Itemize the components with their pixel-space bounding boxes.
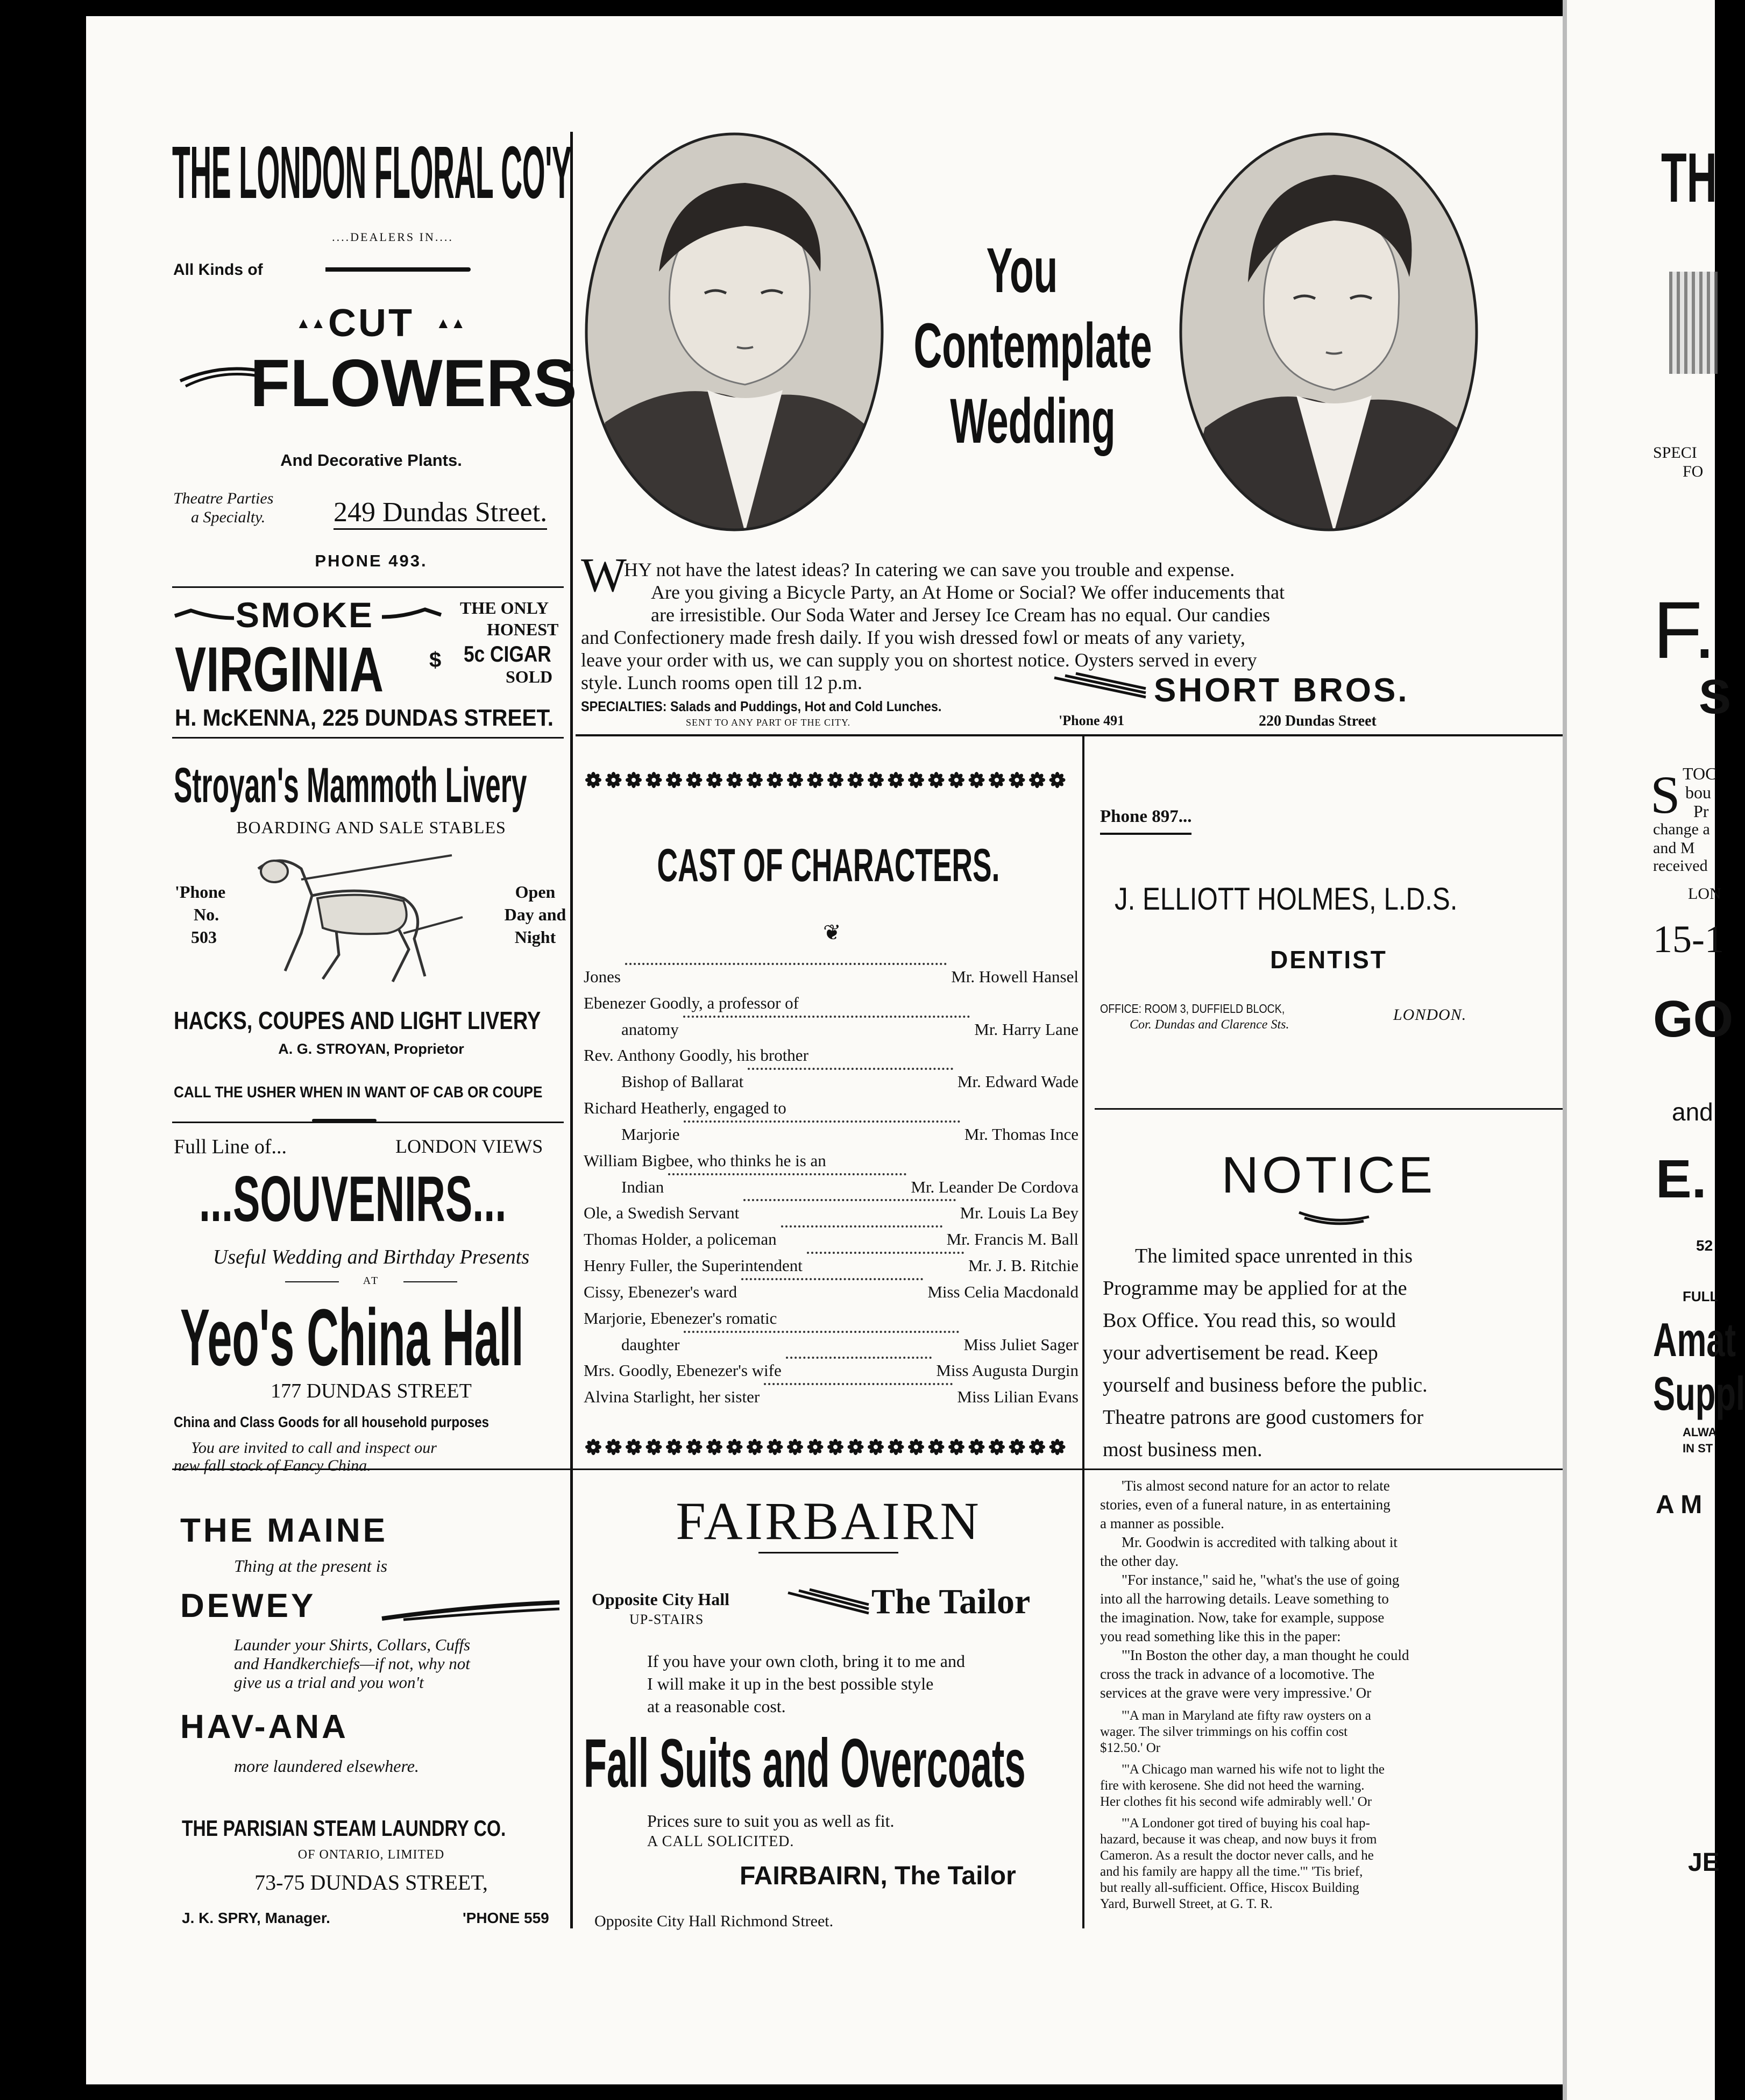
short-bros-phone: 'Phone 491 [1059, 713, 1125, 728]
ornament-icon: ▲▲ [436, 315, 466, 331]
rosette-icon [646, 1439, 662, 1455]
floral-cut: CUT [328, 302, 414, 345]
rosette-icon [666, 772, 682, 788]
cast-actor: Mr. Howell Hansel [951, 967, 1079, 986]
notice-title: NOTICE [1221, 1146, 1436, 1204]
tailor-signature: FAIRBAIRN, The Tailor [740, 1862, 1016, 1890]
rule [403, 1281, 457, 1282]
notice-line: The limited space unrented in this [1135, 1245, 1413, 1267]
tailor-prices: Prices sure to suit you as well as fit. [647, 1811, 895, 1831]
rosette-icon [827, 1439, 843, 1455]
cast-role: William Bigbee, who thinks he is an [584, 1151, 826, 1170]
floral-title: THE LONDON FLORAL CO'Y [172, 131, 572, 214]
story-line: cross the track in advance of a locomotive. The [1100, 1666, 1375, 1682]
next-page-text: received [1653, 857, 1708, 875]
story-line: Yard, Burwell Street, at G. T. R. [1100, 1897, 1273, 1911]
rosette-icon [848, 1439, 864, 1455]
souvenirs-invite-2: new fall stock of Fancy China. [174, 1457, 371, 1474]
virginia-the-only: THE ONLY [460, 598, 549, 618]
next-page-text: LON [1688, 885, 1721, 903]
next-page-text: Suppl [1653, 1367, 1745, 1420]
next-page-fragment [1563, 0, 1745, 2100]
rosette-icon [626, 772, 642, 788]
livery-night: Night [514, 927, 556, 947]
rosette-icon [948, 772, 964, 788]
next-page-text: A M [1656, 1491, 1703, 1519]
rosette-icon [868, 772, 884, 788]
dot-leader [786, 1357, 932, 1359]
rosette-icon [868, 1439, 884, 1455]
laundry-launder-2: and Handkerchiefs—if not, why not [234, 1654, 470, 1673]
wedding-body-line: style. Lunch rooms open till 12 p.m. [581, 672, 862, 693]
cast-role: Ebenezer Goodly, a professor of [584, 993, 799, 1012]
story-line: "'A Chicago man warned his wife not to light the [1122, 1762, 1385, 1777]
rosette-icon [989, 1439, 1005, 1455]
dentist-office: OFFICE: ROOM 3, DUFFIELD BLOCK, [1100, 1002, 1285, 1016]
swash-rule [1100, 833, 1191, 835]
next-page-text: and M [1653, 839, 1695, 857]
rosette-icon [606, 772, 622, 788]
livery-phone-no: No. [194, 905, 219, 924]
floral-flowers: FLOWERS [250, 346, 577, 421]
cast-actor: Mr. Louis La Bey [960, 1203, 1079, 1223]
tailor-the-tailor: The Tailor [871, 1582, 1031, 1621]
laundry-havana: HAV-ANA [180, 1708, 349, 1746]
wedding-title-wedding: Wedding [950, 386, 1116, 457]
floral-all-kinds: All Kinds of [173, 261, 263, 279]
rosette-icon [585, 1439, 601, 1455]
rosette-icon [1009, 772, 1025, 788]
cast-role: Jones [584, 967, 621, 986]
swash-rule [325, 267, 471, 272]
story-line: you read something like this in the paper: [1100, 1628, 1341, 1644]
livery-phone-number: 503 [191, 927, 217, 947]
laundry-launder-3: give us a trial and you won't [234, 1673, 424, 1692]
laundry-company: THE PARISIAN STEAM LAUNDRY CO. [182, 1815, 506, 1841]
floral-dealers: ....DEALERS IN.... [332, 230, 453, 244]
rosette-border-top [584, 764, 1068, 796]
tailor-fall-suits: Fall Suits and Overcoats [584, 1725, 1026, 1802]
dot-leader [764, 1383, 953, 1385]
story-line: "'In Boston the other day, a man thought he could [1122, 1647, 1409, 1663]
souvenirs-at: AT [363, 1275, 380, 1287]
wedding-drop-cap: W [581, 549, 627, 602]
section-rule [172, 737, 564, 739]
next-page-text: FULL [1683, 1288, 1719, 1304]
rosette-icon [1029, 772, 1045, 788]
horse-illustration [253, 847, 468, 987]
story-line: a manner as possible. [1100, 1515, 1224, 1531]
souvenirs-useful: Useful Wedding and Birthday Presents [212, 1246, 530, 1268]
story-line: "For instance," said he, "what's the use of going [1122, 1572, 1400, 1588]
wedding-body-line: HY not have the latest ideas? In catering we can save you trouble and expense. [624, 559, 1235, 580]
story-line: services at the grave were very impressive.' Or [1100, 1685, 1372, 1701]
swash-icon [1054, 673, 1146, 700]
story-line: Mr. Goodwin is accredited with talking about it [1122, 1534, 1398, 1550]
rosette-icon [807, 772, 824, 788]
virginia-name: VIRGINIA [175, 634, 384, 705]
dentist-city: LONDON. [1393, 1006, 1467, 1024]
notice-line: yourself and business before the public. [1103, 1374, 1428, 1396]
next-page-text: change a [1653, 820, 1710, 838]
cast-title: CAST OF CHARACTERS. [657, 840, 1000, 891]
next-page-text: GO [1653, 990, 1734, 1048]
next-page-text: F. [1653, 585, 1716, 675]
cast-role: Cissy, Ebenezer's ward [584, 1282, 737, 1301]
wedding-title-you: You [986, 235, 1058, 306]
rosette-icon [969, 772, 985, 788]
rosette-icon [747, 1439, 763, 1455]
rosette-icon [686, 772, 703, 788]
cast-role: Alvina Starlight, her sister [584, 1387, 760, 1407]
notice-line: your advertisement be read. Keep [1103, 1342, 1378, 1364]
livery-proprietor: A. G. STROYAN, Proprietor [278, 1041, 464, 1057]
rule [758, 1552, 898, 1553]
livery-open: Open [515, 882, 556, 902]
rosette-icon [767, 772, 783, 788]
floral-phone: PHONE 493. [315, 551, 428, 570]
virginia-sold: SOLD [506, 667, 553, 686]
floral-specialty: a Specialty. [191, 508, 266, 526]
rosette-icon [827, 772, 843, 788]
swash-icon [788, 1590, 869, 1616]
column-rule [1082, 734, 1084, 1928]
next-page-text: Amat [1653, 1313, 1736, 1366]
next-page-text: S [1699, 670, 1732, 724]
cast-role: Marjorie [621, 1124, 680, 1144]
wedding-specialties: SPECIALTIES: Salads and Puddings, Hot and Cold Lunches. [581, 698, 942, 714]
dot-leader [807, 1252, 964, 1254]
story-line: Cameron. As a result the doctor never calls, and he [1100, 1848, 1374, 1863]
cast-role: Indian [621, 1177, 664, 1196]
next-page-text: E. [1656, 1149, 1707, 1209]
story-line: 'Tis almost second nature for an actor to relate [1122, 1478, 1390, 1494]
rosette-icon [666, 1439, 682, 1455]
cast-actor: Mr. Leander De Cordova [911, 1177, 1079, 1196]
souvenirs-title: ...SOUVENIRS... [199, 1163, 507, 1235]
livery-hacks: HACKS, COUPES AND LIGHT LIVERY [174, 1006, 541, 1034]
cast-role: Henry Fuller, the Superintendent [584, 1256, 803, 1275]
cast-role: Rev. Anthony Goodly, his brother [584, 1046, 808, 1065]
story-line: and his family are happy all the time.'" 'Tis brief, [1100, 1864, 1363, 1879]
rosette-icon [1029, 1439, 1045, 1455]
livery-title: Stroyan's Mammoth Livery [174, 758, 527, 813]
virginia-smoke: SMOKE [236, 595, 374, 635]
dentist-corner: Cor. Dundas and Clarence Sts. [1130, 1018, 1289, 1032]
souvenirs-full-line: Full Line of... [174, 1136, 287, 1158]
next-page-text: JE [1688, 1848, 1720, 1877]
ornament-icon: ▲▲ [296, 315, 326, 331]
rosette-icon [787, 772, 803, 788]
rosette-icon [888, 772, 904, 788]
wedding-sent: SENT TO ANY PART OF THE CITY. [686, 717, 851, 728]
cast-role: daughter [621, 1335, 680, 1354]
rosette-icon [646, 772, 662, 788]
groom-portrait-left [584, 132, 885, 533]
dentist-title: DENTIST [1270, 946, 1387, 974]
floral-address: 249 Dundas Street. [334, 496, 547, 530]
rosette-icon [989, 772, 1005, 788]
swash-icon [382, 605, 441, 627]
notice-line: Theatre patrons are good customers for [1103, 1406, 1424, 1429]
short-bros: SHORT BROS. [1154, 672, 1409, 709]
rosette-icon [908, 1439, 924, 1455]
notice-line: most business men. [1103, 1438, 1262, 1461]
souvenirs-address: 177 DUNDAS STREET [271, 1380, 472, 1402]
tailor-body-2: I will make it up in the best possible style [647, 1674, 934, 1693]
rosette-icon [928, 772, 945, 788]
rosette-icon [727, 772, 743, 788]
swash-icon [1299, 1209, 1369, 1225]
cast-actor: Miss Juliet Sager [963, 1335, 1079, 1354]
section-rule [576, 734, 1573, 736]
rosette-icon [969, 1439, 985, 1455]
section-rule [1095, 1108, 1568, 1110]
next-page-text: FO [1683, 463, 1704, 480]
tailor-footer: Opposite City Hall Richmond Street. [594, 1912, 834, 1930]
swash-rule [312, 1119, 377, 1122]
story-line: the other day. [1100, 1553, 1179, 1569]
next-page-text: SPECI [1653, 444, 1697, 462]
rosette-icon [585, 772, 601, 788]
cast-actor: Mr. Thomas Ince [964, 1124, 1079, 1144]
virginia-cigar: 5c CIGAR [464, 641, 551, 666]
laundry-manager: J. K. SPRY, Manager. [182, 1910, 330, 1926]
rosette-icon [706, 1439, 722, 1455]
notice-line: Box Office. You read this, so would [1103, 1309, 1396, 1332]
tailor-body-1: If you have your own cloth, bring it to me and [647, 1651, 965, 1671]
swash-icon [382, 1600, 565, 1622]
dot-leader [684, 1120, 960, 1123]
cast-role: Richard Heatherly, engaged to [584, 1098, 786, 1118]
cast-actor: Mr. Harry Lane [974, 1019, 1079, 1039]
tailor-call: A CALL SOLICITED. [647, 1833, 795, 1850]
story-line: "'A man in Maryland ate fifty raw oysters on a [1122, 1708, 1371, 1723]
tailor-opposite: Opposite City Hall [592, 1590, 730, 1609]
wedding-body-line: leave your order with us, we can supply you on shortest notice. Oysters served in every [581, 649, 1257, 671]
story-line: into all the harrowing details. Leave something to [1100, 1591, 1389, 1607]
dentist-phone: Phone 897... [1100, 807, 1192, 826]
story-line: the imagination. Now, take for example, suppose [1100, 1609, 1385, 1626]
story-line: hazard, because it was cheap, and now buys it from [1100, 1832, 1377, 1847]
rosette-icon [928, 1439, 945, 1455]
next-page-drop-cap: S [1650, 765, 1680, 825]
program-page [86, 16, 1571, 2084]
rosette-icon [606, 1439, 622, 1455]
livery-usher: CALL THE USHER WHEN IN WANT OF CAB OR COUPE [174, 1084, 543, 1101]
wedding-title-contemplate: Contemplate [913, 310, 1152, 381]
story-line: wager. The silver trimmings on his coffin cost [1100, 1725, 1348, 1739]
rosette-icon [1009, 1439, 1025, 1455]
rosette-icon [948, 1439, 964, 1455]
story-line: fire with kerosene. She did not heed the warning. [1100, 1778, 1365, 1793]
dot-leader [741, 1278, 923, 1280]
next-page-text: TH [1661, 138, 1717, 217]
swash-icon [180, 366, 256, 387]
rosette-icon [1049, 1439, 1066, 1455]
tailor-upstairs: UP-STAIRS [629, 1612, 704, 1627]
rosette-icon [787, 1439, 803, 1455]
fleuron-icon: ❦ [823, 920, 841, 945]
laundry-phone: 'PHONE 559 [463, 1910, 549, 1926]
livery-day-and: Day and [504, 905, 566, 924]
next-page-text: 15-1 [1653, 918, 1724, 961]
story-line: but really all-sufficient. Office, Hiscox Building [1100, 1881, 1359, 1895]
next-page-text: Pr [1693, 801, 1709, 821]
cast-role: Ole, a Swedish Servant [584, 1203, 740, 1223]
souvenirs-invite-1: You are invited to call and inspect our [191, 1439, 437, 1457]
wedding-body-line: are irresistible. Our Soda Water and Jersey Ice Cream has no equal. Our candies [651, 604, 1271, 626]
rosette-icon [1049, 772, 1066, 788]
laundry-launder-1: Launder your Shirts, Collars, Cuffs [234, 1635, 471, 1654]
rosette-icon [686, 1439, 703, 1455]
virginia-dealer: H. McKENNA, 225 DUNDAS STREET. [175, 705, 554, 731]
laundry-ontario: OF ONTARIO, LIMITED [297, 1848, 445, 1862]
dot-leader [625, 963, 947, 965]
souvenirs-goods: China and Class Goods for all household purposes [174, 1414, 490, 1430]
dollar-icon: $ [429, 648, 442, 672]
cast-role: anatomy [621, 1019, 679, 1039]
rosette-icon [626, 1439, 642, 1455]
building-illustration [1669, 272, 1718, 374]
tailor-title: FAIRBAIRN [676, 1491, 981, 1551]
laundry-maine: THE MAINE [180, 1512, 388, 1549]
wedding-body-line: and Confectionery made fresh daily. If you wish dressed fowl or meats of any variety, [581, 627, 1245, 648]
rosette-icon [908, 772, 924, 788]
next-page-text: and [1672, 1098, 1713, 1126]
cast-actor: Miss Lilian Evans [957, 1387, 1079, 1407]
rosette-icon [706, 772, 722, 788]
dot-leader [684, 1331, 959, 1333]
livery-phone-label: 'Phone [175, 882, 226, 902]
dot-leader [743, 1199, 955, 1201]
next-page-text: 52 [1696, 1237, 1713, 1254]
next-page-text: IN ST [1683, 1442, 1713, 1455]
dot-leader [748, 1068, 953, 1070]
virginia-honest: HONEST [487, 620, 559, 639]
cast-actor: Mr. J. B. Ritchie [968, 1256, 1079, 1275]
cast-actor: Mr. Edward Wade [957, 1072, 1079, 1091]
floral-theatre-parties: Theatre Parties [173, 489, 274, 507]
souvenirs-london-views: LONDON VIEWS [395, 1136, 543, 1157]
story-body [1100, 1477, 1568, 1912]
laundry-more: more laundered elsewhere. [234, 1756, 419, 1776]
dot-leader [683, 1016, 970, 1018]
story-line: stories, even of a funeral nature, in as entertaining [1100, 1496, 1391, 1513]
rosette-icon [807, 1439, 824, 1455]
groom-portrait-right [1178, 132, 1479, 533]
rule [285, 1281, 339, 1282]
rosette-border-bottom [584, 1431, 1068, 1463]
laundry-thing: Thing at the present is [234, 1556, 388, 1576]
next-page-text: bou [1685, 783, 1711, 802]
next-page-text: ALWA [1683, 1425, 1717, 1439]
story-line: Her clothes fit his second wife admirably well.' Or [1100, 1794, 1372, 1809]
story-line: "'A Londoner got tired of buying his coal hap- [1122, 1816, 1370, 1831]
livery-boarding: BOARDING AND SALE STABLES [236, 818, 506, 837]
dot-leader [781, 1225, 942, 1228]
laundry-address: 73-75 DUNDAS STREET, [254, 1870, 488, 1895]
notice-line: Programme may be applied for at the [1103, 1277, 1407, 1300]
story-line: $12.50.' Or [1100, 1741, 1161, 1755]
wedding-body-line: Are you giving a Bicycle Party, an At Home or Social? We offer inducements that [651, 581, 1285, 603]
rosette-icon [767, 1439, 783, 1455]
dot-leader [668, 1173, 906, 1175]
dentist-name: J. ELLIOTT HOLMES, L.D.S. [1115, 882, 1458, 917]
section-rule [172, 586, 564, 588]
short-bros-address: 220 Dundas Street [1259, 713, 1377, 729]
cast-role: Bishop of Ballarat [621, 1072, 744, 1091]
floral-decorative: And Decorative Plants. [280, 451, 462, 470]
swash-icon [175, 606, 234, 628]
cast-role: Mrs. Goodly, Ebenezer's wife [584, 1361, 782, 1380]
cast-role: Thomas Holder, a policeman [584, 1230, 777, 1249]
cast-actor: Mr. Francis M. Ball [946, 1230, 1079, 1249]
cast-role: Marjorie, Ebenezer's romatic [584, 1308, 777, 1328]
rosette-icon [888, 1439, 904, 1455]
rosette-icon [747, 772, 763, 788]
next-page-text: TOC [1683, 764, 1717, 783]
cast-list [584, 967, 1079, 1414]
tailor-body-3: at a reasonable cost. [647, 1697, 786, 1716]
section-rule [172, 1468, 1565, 1470]
cast-actor: Miss Augusta Durgin [936, 1361, 1079, 1380]
china-hall-title: Yeo's China Hall [180, 1292, 524, 1382]
cast-actor: Miss Celia Macdonald [927, 1282, 1079, 1301]
notice-body [1103, 1240, 1565, 1466]
rosette-icon [727, 1439, 743, 1455]
rosette-icon [848, 772, 864, 788]
laundry-dewey: DEWEY [180, 1587, 316, 1624]
